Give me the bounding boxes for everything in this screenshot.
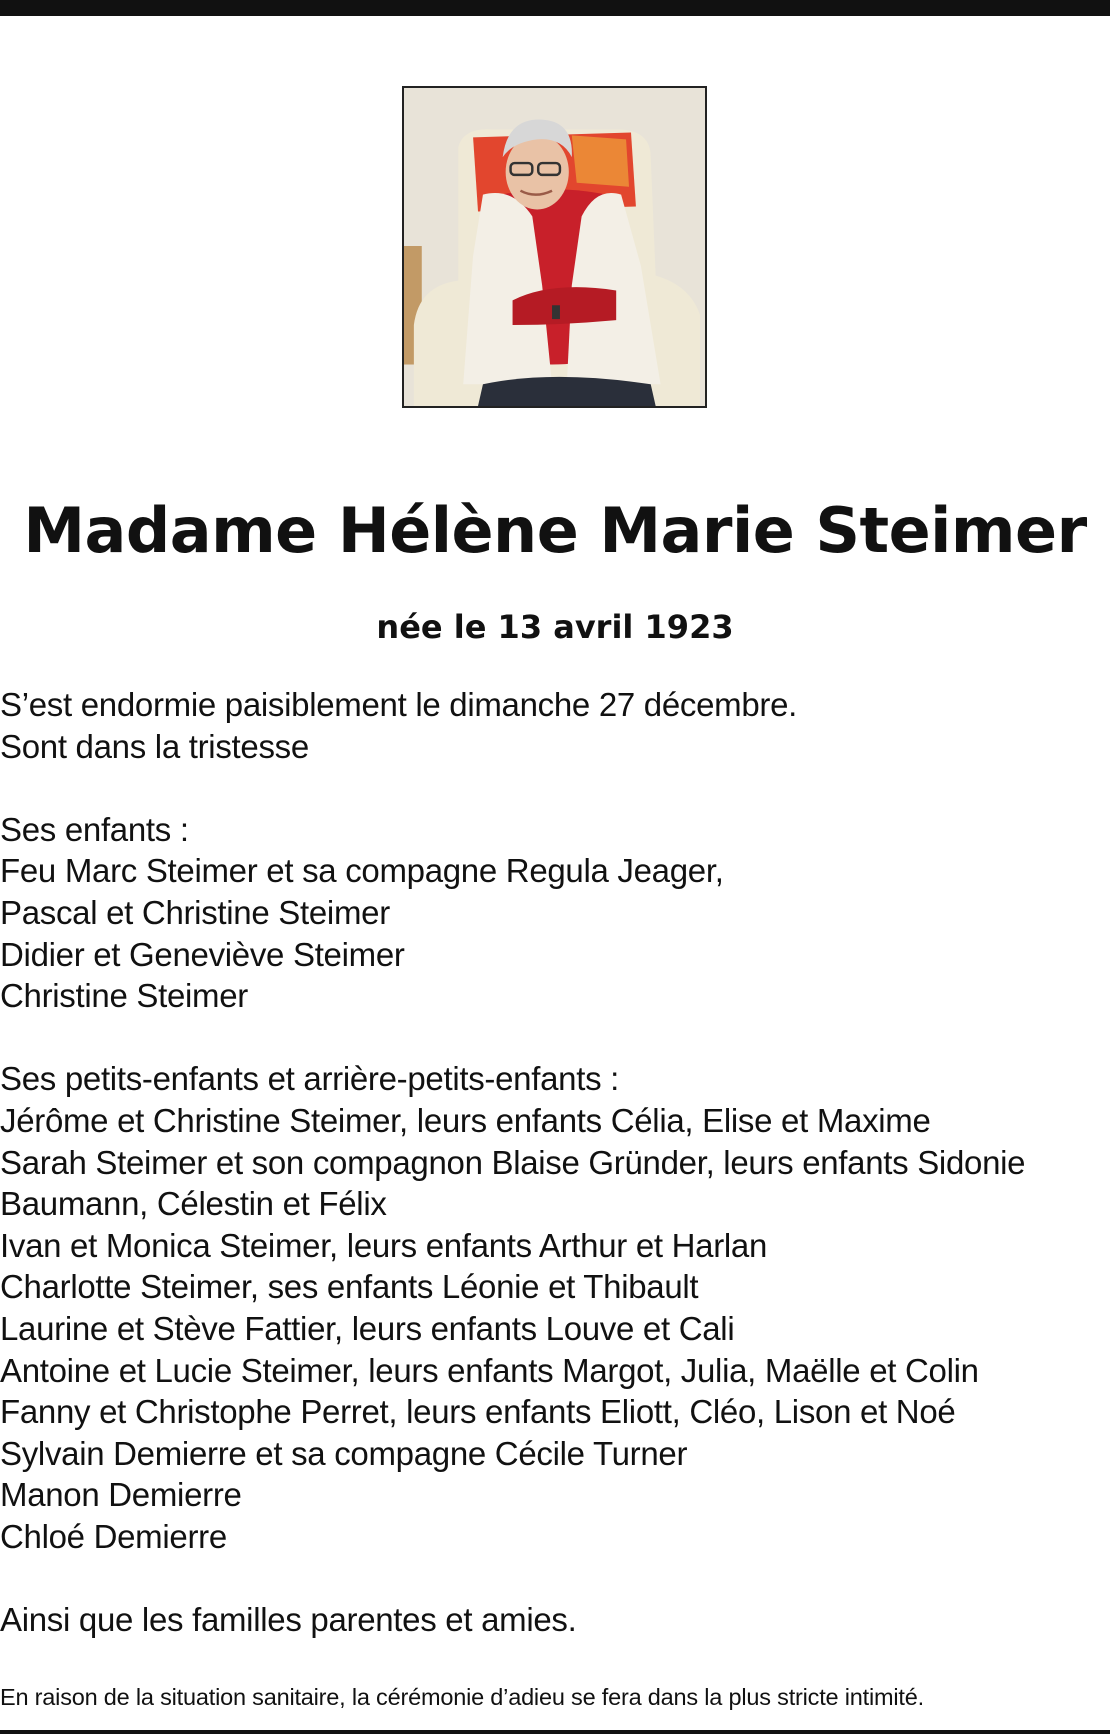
child-entry: Pascal et Christine Steimer <box>0 893 390 931</box>
grandchild-entry: Baumann, Célestin et Félix <box>0 1185 387 1223</box>
spacer <box>0 767 1100 809</box>
intro-line: S’est endormie paisiblement le dimanche 27 décembre. <box>0 686 798 723</box>
grandchild-entry: Fanny et Christophe Perret, leurs enfants Eliott, Cléo, Lison et Noé <box>0 1393 956 1431</box>
grandchildren-heading: Ses petits-enfants et arrière-petits-enfants : <box>0 1060 620 1098</box>
grandchild-entry: Ivan et Monica Steimer, leurs enfants Arthur et Harlan <box>0 1226 768 1264</box>
child-entry: Feu Marc Steimer et sa compagne Regula Jeager, <box>0 852 724 890</box>
grandchild-entry: Sarah Steimer et son compagnon Blaise Gründer, leurs enfants Sidonie <box>0 1143 1026 1181</box>
grandchild-entry: Sylvain Demierre et sa compagne Cécile Turner <box>0 1434 688 1472</box>
grandchild-entry: Charlotte Steimer, ses enfants Léonie et Thibault <box>0 1268 699 1306</box>
grandchild-entry: Laurine et Stève Fattier, leurs enfants Louve et Cali <box>0 1309 735 1347</box>
top-border <box>0 0 1110 16</box>
ceremony-note: En raison de la situation sanitaire, la cérémonie d’adieu se fera dans la plus stricte intimité. <box>0 1684 924 1710</box>
grandchild-entry: Antoine et Lucie Steimer, leurs enfants Margot, Julia, Maëlle et Colin <box>0 1351 979 1389</box>
notice-body <box>0 684 1100 1641</box>
closing-line: Ainsi que les familles parentes et amies. <box>0 1601 577 1639</box>
birth-date: née le 13 avril 1923 <box>376 608 734 646</box>
grandchild-entry: Chloé Demierre <box>0 1517 227 1555</box>
children-heading: Ses enfants : <box>0 810 189 848</box>
intro-line: Sont dans la tristesse <box>0 727 309 765</box>
bottom-border <box>0 1730 1110 1734</box>
spacer <box>0 1557 1100 1599</box>
spacer <box>0 1017 1100 1059</box>
grandchild-entry: Manon Demierre <box>0 1476 242 1514</box>
child-entry: Christine Steimer <box>0 977 248 1015</box>
portrait-photo <box>402 86 707 408</box>
deceased-name: Madame Hélène Marie Steimer <box>23 494 1087 567</box>
portrait-photo-icon <box>404 88 705 406</box>
child-entry: Didier et Geneviève Steimer <box>0 935 405 973</box>
grandchild-entry: Jérôme et Christine Steimer, leurs enfants Célia, Elise et Maxime <box>0 1101 931 1139</box>
